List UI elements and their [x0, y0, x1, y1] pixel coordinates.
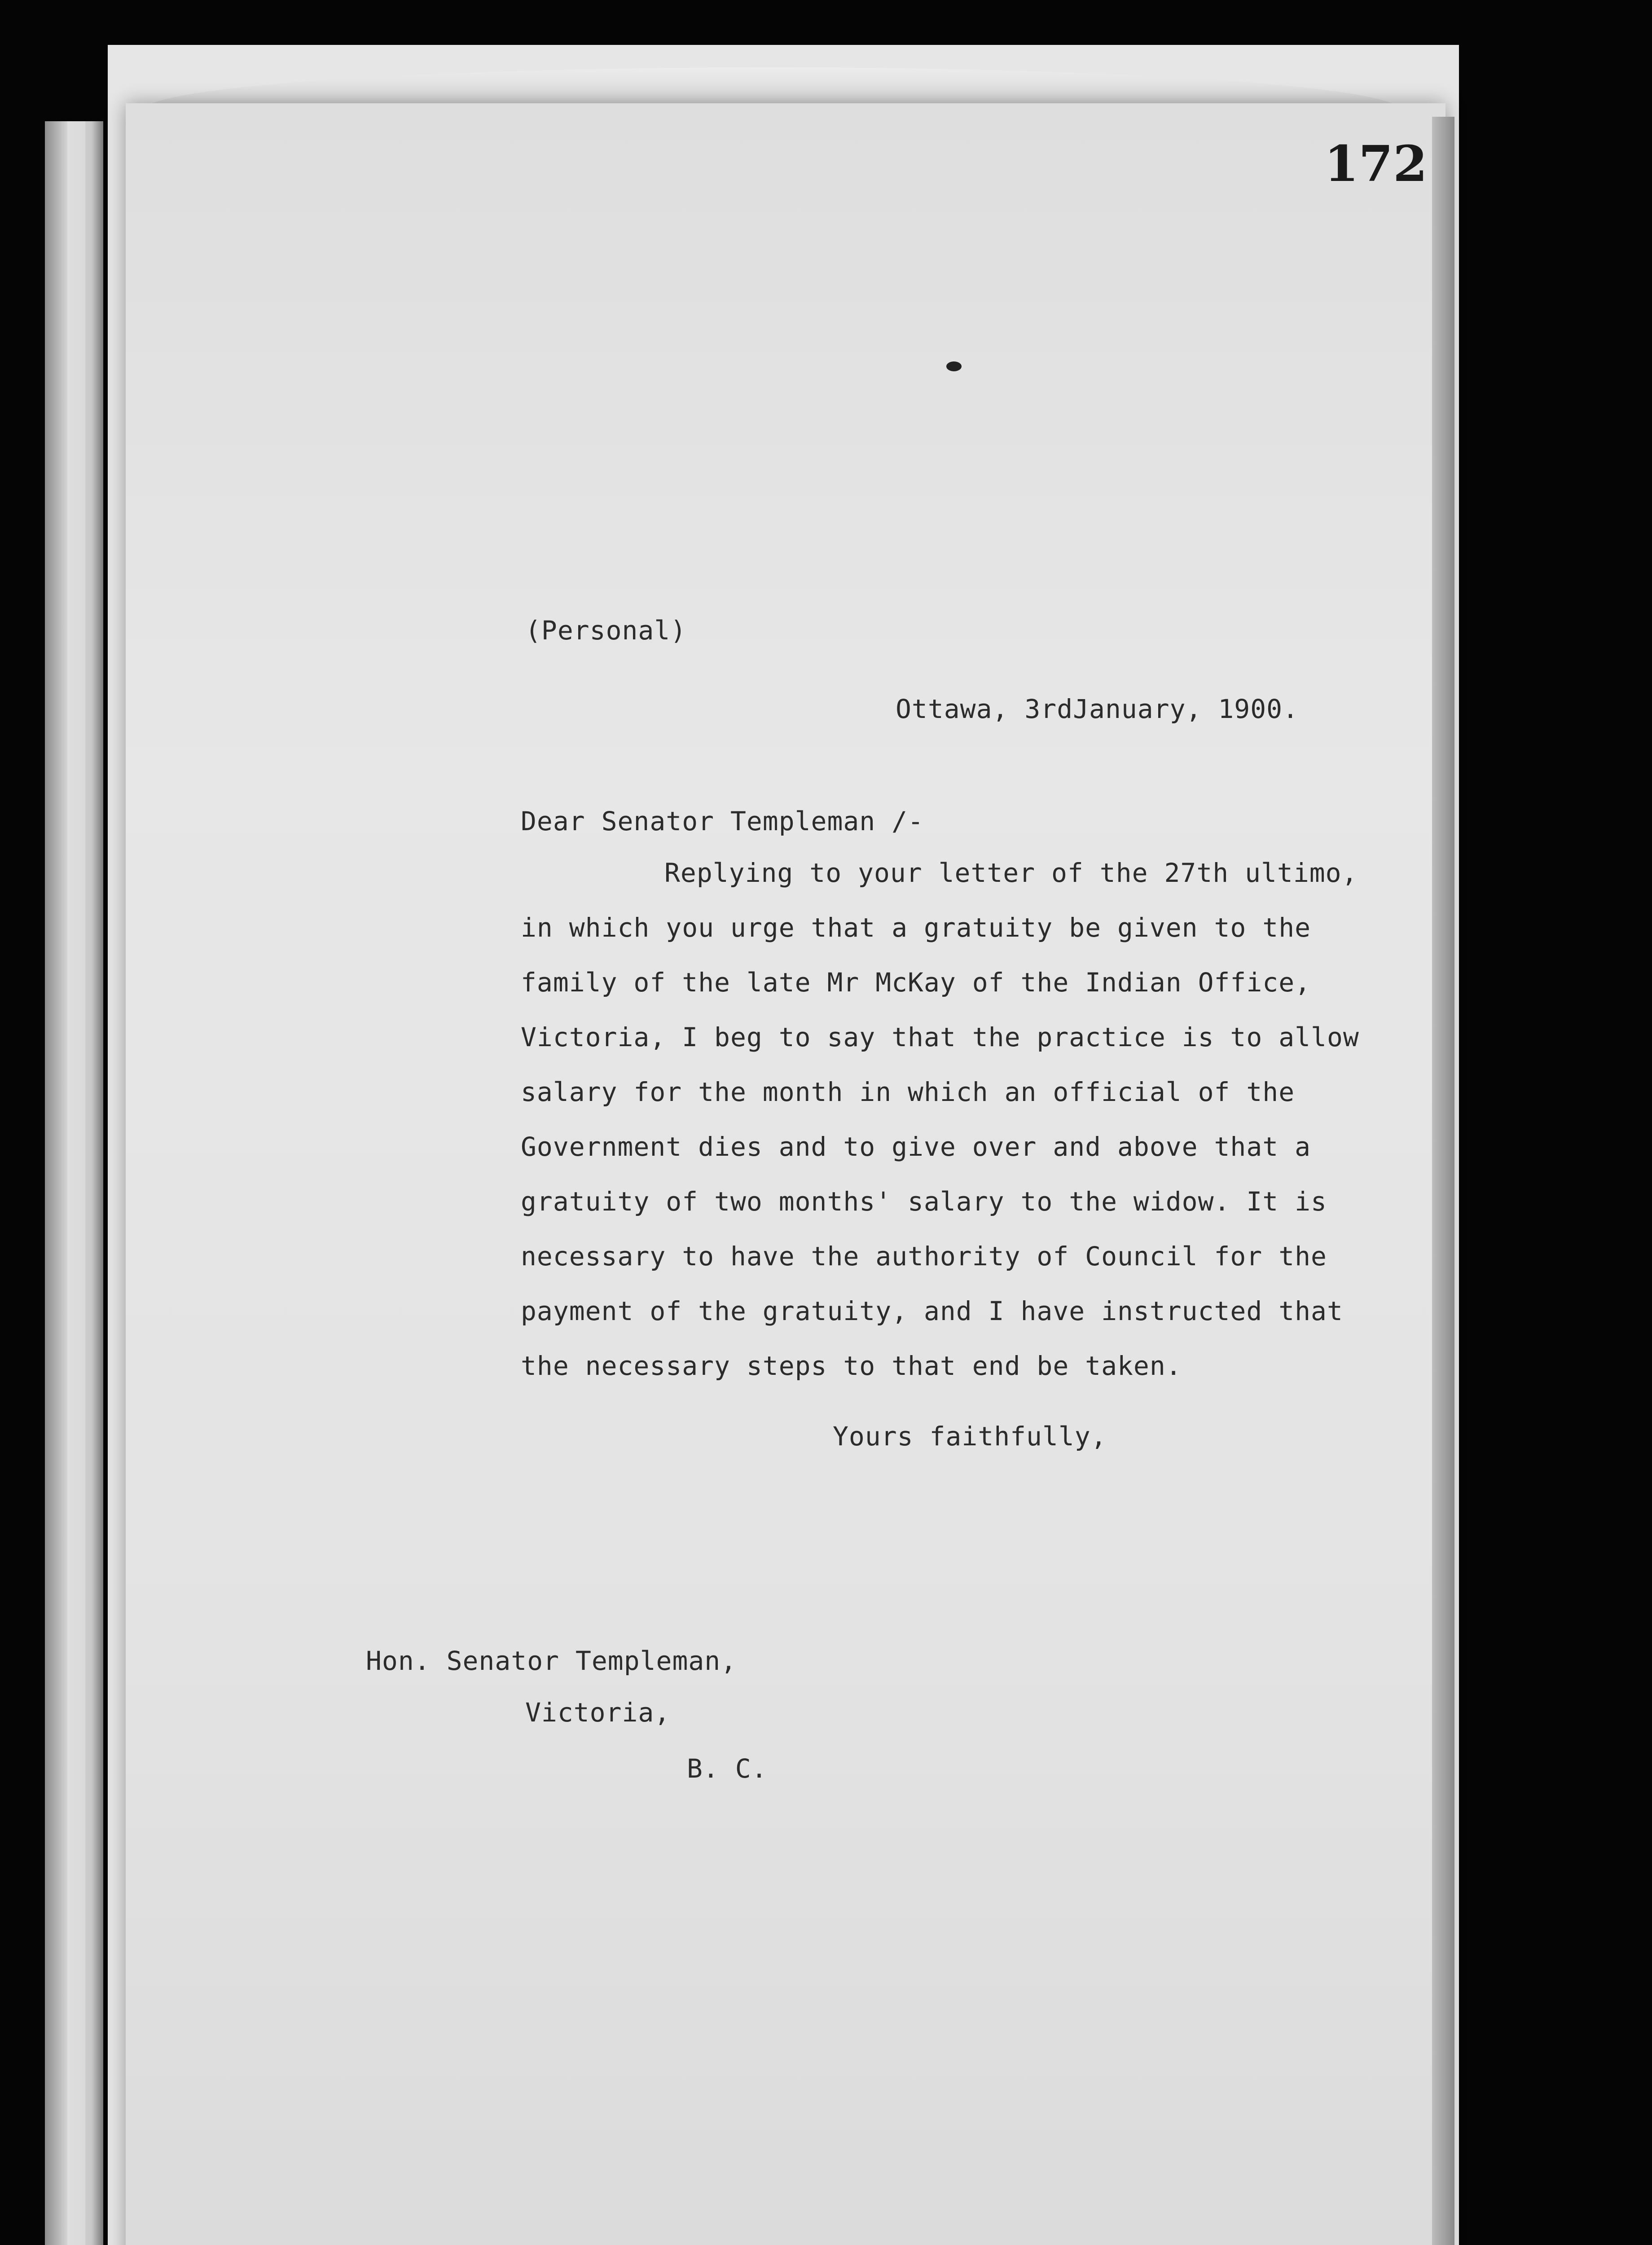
address-line-1: Hon. Senator Templeman, — [366, 1646, 737, 1676]
closing: Yours faithfully, — [833, 1421, 1107, 1452]
personal-marking: (Personal) — [525, 615, 687, 646]
body-line: Victoria, I beg to say that the practice is to allow — [521, 1022, 1359, 1052]
body-line: in which you urge that a gratuity be given to the — [521, 912, 1311, 943]
address-line-3: B. C. — [687, 1753, 768, 1784]
body-line: salary for the month in which an official of the — [521, 1077, 1295, 1107]
body-line: gratuity of two months' salary to the widow. It is — [521, 1186, 1327, 1217]
body-line: family of the late Mr McKay of the Indian Office, — [521, 967, 1311, 998]
body-line: payment of the gratuity, and I have instructed that — [521, 1296, 1343, 1326]
body-line: Replying to your letter of the 27th ultimo, — [664, 858, 1358, 888]
sheet-right-edge — [1432, 117, 1454, 2245]
salutation: Dear Senator Templeman /- — [521, 806, 924, 836]
dateline: Ottawa, 3rdJanuary, 1900. — [896, 694, 1299, 724]
body-line: the necessary steps to that end be taken. — [521, 1351, 1182, 1381]
page-number: 172 — [1324, 135, 1428, 193]
body-line: necessary to have the authority of Council for the — [521, 1241, 1327, 1272]
letter-sheet — [126, 103, 1446, 2245]
body-line: Government dies and to give over and above that a — [521, 1131, 1311, 1162]
address-line-2: Victoria, — [525, 1697, 671, 1728]
ink-speck — [946, 361, 962, 371]
binding-strip-highlight — [67, 121, 85, 2245]
